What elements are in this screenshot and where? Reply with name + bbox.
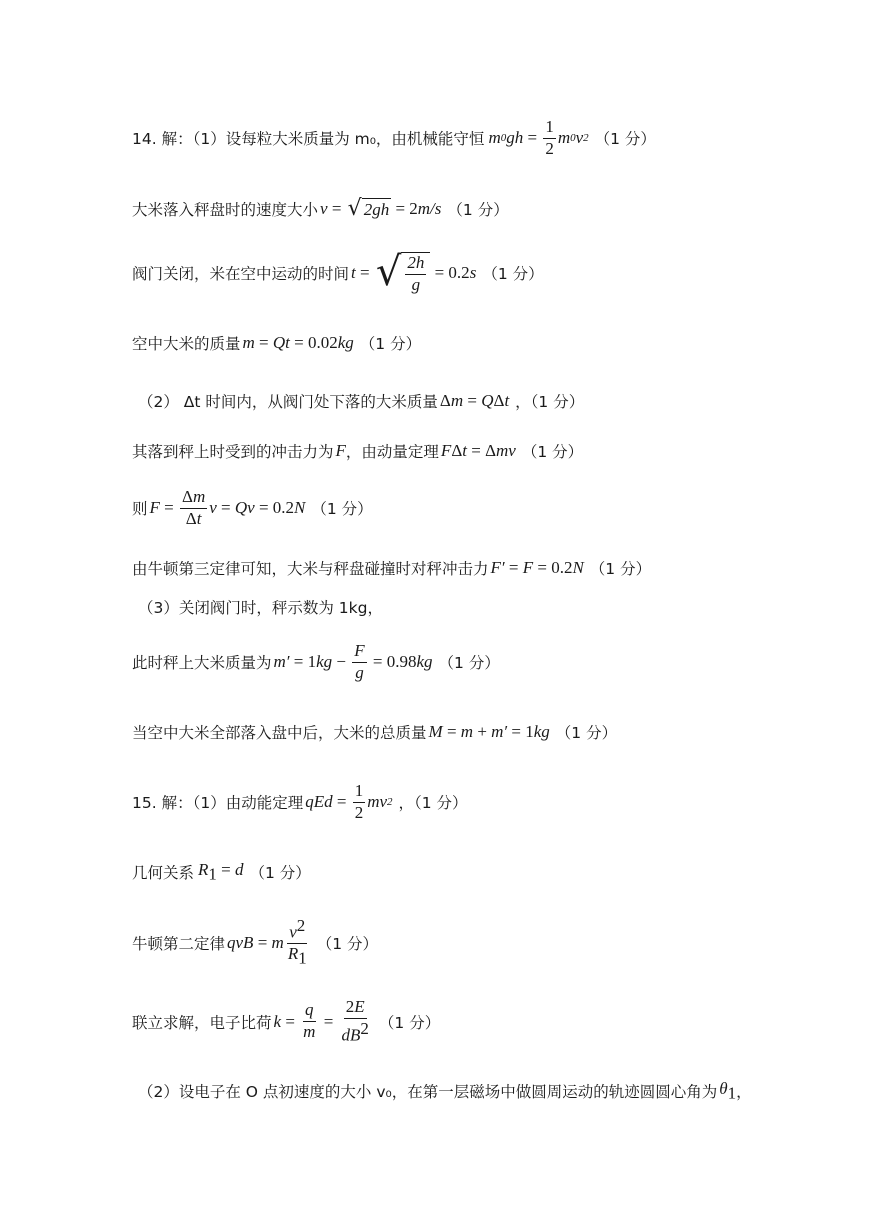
formula-newton-second: qvB = m $\frac{v^2}{R_1}$ [227, 916, 307, 968]
q14-line-7 [132, 488, 840, 528]
q15-line-1-points: ，（1 分） [398, 794, 468, 813]
formula-work-energy: qEd = $\frac{1}{2}$ mv 2 [305, 781, 393, 822]
formula-scale-mass: m′ = 1 kg − $\frac{F}{g}$ = 0.98 kg [273, 641, 433, 682]
q14-line-4-text: 空中大米的质量 [132, 335, 241, 353]
formula-reaction-force: F′ = F = 0.2N [490, 558, 584, 577]
q14-line-4-points: （1 分） [359, 335, 422, 353]
q15-line-4 [132, 998, 840, 1045]
formula-total-mass: M = m + m′ = 1kg [428, 722, 550, 741]
q14-line-3-text: 阀门关闭，米在空中运动的时间 [132, 265, 350, 284]
q14-line-11 [132, 721, 840, 743]
q14-line-6-mid: ，由动量定理 [345, 443, 439, 461]
q15-line-5-text: （2）设电子在 O 点初速度的大小 v₀，在第一层磁场中做圆周运动的轨迹圆圆心角为 [138, 1083, 718, 1102]
q14-line-9-text: （3）关闭阀门时，秤示数为 1kg， [138, 599, 383, 617]
q15-line-2 [132, 860, 840, 884]
q14-line-3 [132, 249, 840, 295]
q14-line-1-points: （1 分） [594, 130, 656, 149]
q14-line-6-points: （1 分） [521, 443, 584, 461]
q14-line-3-points: （1 分） [482, 265, 544, 284]
formula-charge-mass-ratio: k = $\frac{q}{m}$ = $\frac{2E}{dB^2}$ [273, 997, 369, 1045]
formula-velocity: v = √ 2gh = 2 m/s [320, 196, 442, 221]
q15-line-3 [132, 917, 840, 968]
q14-line-10-points: （1 分） [438, 654, 500, 673]
formula-air-mass: m = Qt = 0.02kg [242, 333, 354, 352]
q14-line-2-text: 大米落入秤盘时的速度大小 [132, 201, 319, 219]
q14-line-7-text: 则 [132, 500, 148, 519]
q15-line-1-text: 15. 解：（1）由动能定理 [132, 794, 304, 813]
formula-impact-force: F = $\frac{\Delta m}{\Delta t}$ v = Qv = 0.2 N [149, 487, 306, 528]
q15-line-2-text: 几何关系 [132, 864, 195, 883]
formula-geometry: $R_1 = d$ [198, 860, 244, 884]
q15-line-5 [138, 1079, 840, 1103]
q14-line-4 [132, 332, 840, 354]
q14-line-10-text: 此时秤上大米质量为 [132, 654, 272, 673]
symbol-F: F [335, 441, 346, 460]
q14-line-9 [138, 596, 840, 618]
formula-energy-conservation: m 0 gh = $\frac{1}{2}$ m 0 v 2 [488, 117, 589, 158]
q14-line-5 [138, 390, 840, 412]
q14-line-8-points: （1 分） [589, 560, 652, 578]
q15-line-3-text: 牛顿第二定律 [132, 934, 226, 953]
q14-line-6 [132, 440, 840, 462]
formula-fall-time: t = √ $\frac{2h}{g}$ = 0.2 s [351, 249, 477, 295]
symbol-theta-1: $\theta_1$ [719, 1079, 737, 1103]
q14-line-11-points: （1 分） [555, 724, 618, 742]
q14-line-8 [132, 557, 840, 579]
q15-line-2-points: （1 分） [249, 864, 311, 883]
q14-line-10 [132, 642, 840, 682]
q14-line-6-text: 其落到秤上时受到的冲击力为 [132, 443, 334, 461]
q14-line-2 [132, 198, 840, 220]
formula-delta-mass: Δm = QΔt [439, 391, 510, 410]
q14-line-5-text: （2） Δt 时间内，从阀门处下落的大米质量 [138, 393, 438, 411]
q15-line-1 [132, 782, 840, 822]
formula-impulse-momentum: FΔt = Δmv [440, 441, 516, 460]
q14-line-1-text: 14. 解：（1）设每粒大米质量为 m₀，由机械能守恒 [132, 130, 485, 149]
q14-line-2-points: （1 分） [447, 201, 509, 219]
q15-line-4-text: 联立求解，电子比荷 [132, 1013, 272, 1032]
q15-line-4-points: （1 分） [378, 1013, 441, 1032]
q15-line-5-end: ， [736, 1083, 752, 1102]
q14-line-1 [132, 118, 840, 158]
q14-line-11-text: 当空中大米全部落入盘中后，大米的总质量 [132, 724, 427, 742]
q14-line-7-points: （1 分） [311, 500, 373, 519]
q14-line-5-points: ，（1 分） [515, 393, 585, 411]
q15-line-3-points: （1 分） [316, 934, 379, 953]
q14-line-8-text: 由牛顿第三定律可知，大米与秤盘碰撞时对秤冲击力 [132, 560, 489, 578]
